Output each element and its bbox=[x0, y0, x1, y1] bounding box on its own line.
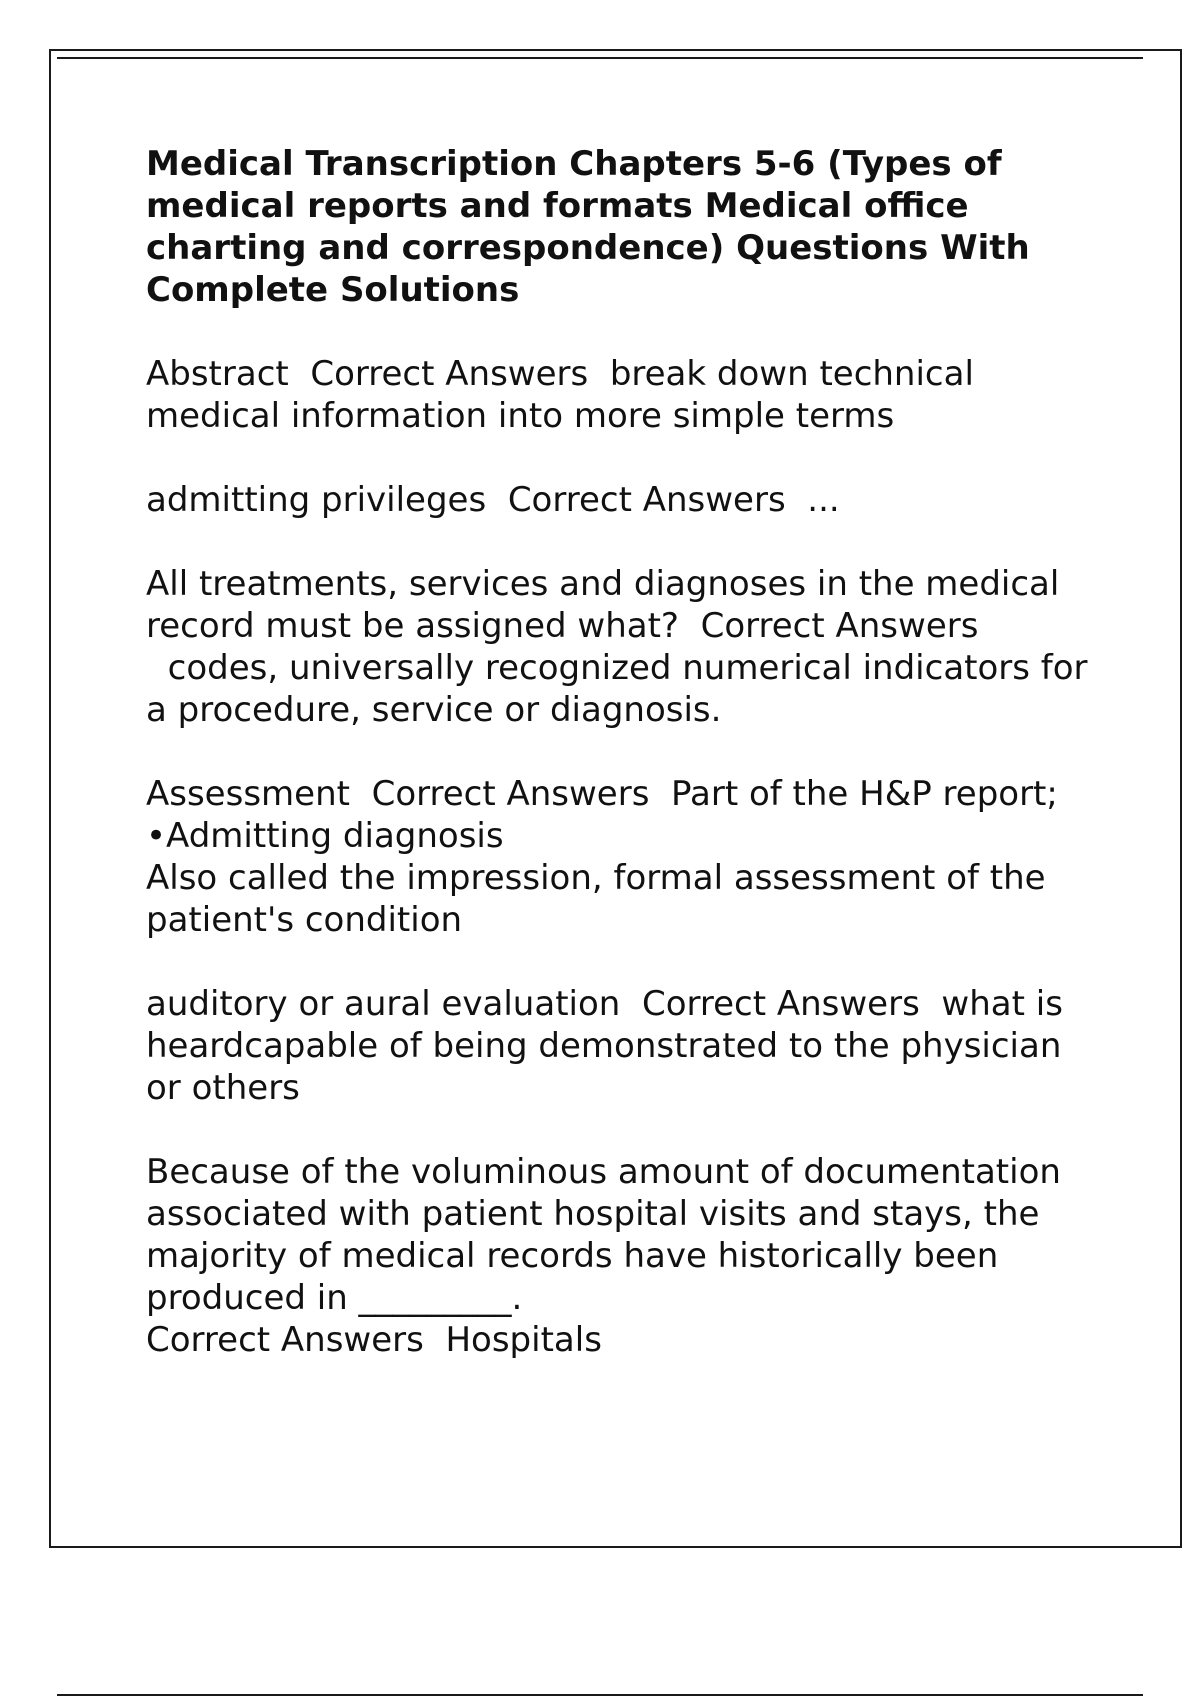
question-text: Abstract bbox=[146, 354, 289, 394]
answer-text: Hospitals bbox=[445, 1320, 602, 1360]
answer-text: ... bbox=[807, 480, 840, 520]
footer-rule bbox=[57, 1694, 1143, 1696]
answer-marker: Correct Answers bbox=[146, 1320, 424, 1360]
answer-marker: Correct Answers bbox=[310, 354, 589, 394]
question-text: Because of the voluminous amount of documentation associated with patient hospital visits and stays, the majority of medical records have historically been produced in _________. bbox=[146, 1152, 1061, 1318]
qa-entry-codes bbox=[146, 563, 1106, 731]
qa-entry-assessment bbox=[146, 773, 1106, 941]
answer-continuation-line: Also called the impression, formal assessment of the patient's condition bbox=[146, 858, 1046, 940]
question-text: admitting privileges bbox=[146, 480, 487, 520]
answer-text: Part of the H&P report; bbox=[671, 774, 1058, 814]
qa-entry-admitting-privileges bbox=[146, 479, 1106, 521]
answer-text: what is heardcapable of being demonstrated to the physician or others bbox=[146, 984, 1063, 1108]
answer-marker: Correct Answers bbox=[700, 606, 979, 646]
qa-entry-auditory bbox=[146, 983, 1106, 1109]
answer-text: codes, universally recognized numerical indicators for a procedure, service or diagnosis. bbox=[146, 648, 1088, 730]
qa-entry-hospitals bbox=[146, 1151, 1106, 1361]
answer-marker: Correct Answers bbox=[507, 480, 786, 520]
answer-marker: Correct Answers bbox=[641, 984, 920, 1024]
answer-text: break down technical medical information into more simple terms bbox=[146, 354, 974, 436]
answer-bullet-line: •Admitting diagnosis bbox=[146, 816, 504, 856]
question-text: Assessment bbox=[146, 774, 350, 814]
header-rule bbox=[57, 57, 1143, 59]
answer-marker: Correct Answers bbox=[371, 774, 650, 814]
document-title: Medical Transcription Chapters 5-6 (Types of medical reports and formats Medical office charting and correspondence) Questions With Complete Solutions bbox=[146, 144, 1030, 310]
question-text: All treatments, services and diagnoses in the medical record must be assigned what? bbox=[146, 564, 1060, 646]
document-body bbox=[146, 143, 1106, 1361]
qa-entry-abstract bbox=[146, 353, 1106, 437]
question-text: auditory or aural evaluation bbox=[146, 984, 621, 1024]
